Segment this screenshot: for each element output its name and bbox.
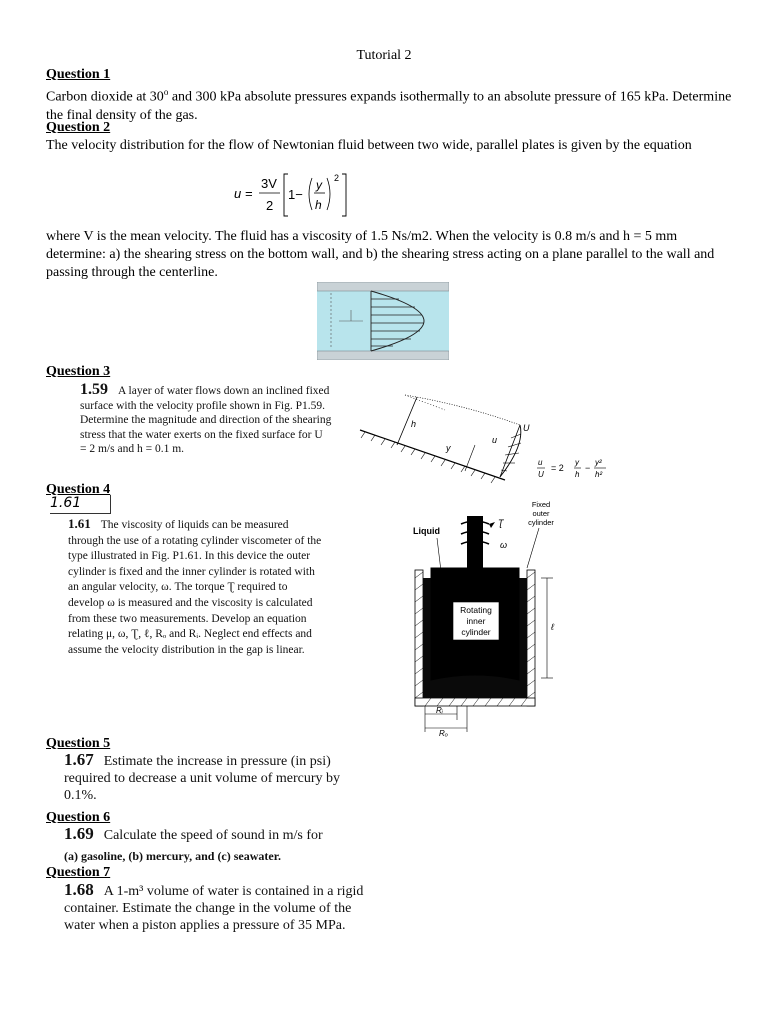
fig-eq-U: U — [538, 470, 544, 479]
eq-y: y — [316, 178, 322, 192]
question-6-text-b: (a) gasoline, (b) mercury, and (c) seawater. — [64, 849, 281, 863]
fig-eq-y: y — [575, 458, 579, 467]
fig-ri-label: Rᵢ — [436, 706, 443, 715]
fig-eq-h2: h² — [595, 470, 603, 479]
question-6-heading: Question 6 — [46, 810, 111, 825]
question-5-heading: Question 5 — [46, 736, 111, 751]
fig-omega-label: ω — [500, 540, 508, 550]
eq-numerator: 3V — [261, 176, 277, 191]
fig-inner-label: inner — [466, 616, 486, 626]
question-6-text — [64, 825, 384, 845]
fig-outer-label: outer — [532, 509, 550, 518]
question-4-text — [68, 516, 326, 658]
fig-ro-label: Rₒ — [439, 729, 448, 738]
eq-one-minus: 1− — [288, 187, 303, 202]
question-1-heading: Question 1 — [46, 67, 111, 82]
question-1-text-b: and 300 kPa absolute pressures expands isothermally to an absolute pressure of 165 kPa. Determine the final density of the gas. — [46, 89, 732, 123]
question-5-body: Estimate the increase in pressure (in psi) required to decrease a unit volume of mercury by 0.1%. — [64, 754, 341, 803]
question-3-heading: Question 3 — [46, 364, 111, 379]
fig-length-label: ℓ — [551, 622, 554, 632]
problem-number: 1.68 — [64, 880, 94, 899]
fig-liquid-label: Liquid — [413, 526, 440, 536]
question-7-heading: Question 7 — [46, 865, 111, 880]
fig-eq-u: u — [538, 458, 543, 467]
question-3-text — [80, 383, 332, 457]
fig-eq-equals-two: = 2 — [551, 463, 564, 473]
eq-lhs: u = — [234, 186, 253, 201]
eq-h: h — [315, 198, 322, 212]
fig-u-label: u — [492, 435, 498, 445]
eq-denominator: 2 — [266, 198, 274, 213]
fig-eq-y2: y² — [595, 458, 602, 467]
problem-number: 1.67 — [64, 750, 94, 769]
velocity-equation — [228, 170, 358, 220]
question-2-intro: The velocity distribution for the flow of Newtonian fluid between two wide, parallel plates is given by the equation — [46, 138, 692, 153]
page-title: Tutorial 2 — [356, 48, 412, 63]
question-3-body: A layer of water flows down an inclined fixed surface with the velocity profile shown in Fig. P1.59. Determine the magnitude and direction of the shearing stress that the water exerts on the fixed surface for U = 2 m/s and h = 0.1 m. — [80, 385, 332, 455]
question-4-body: The viscosity of liquids can be measured through the use of a rotating cylinder viscometer of the type illustrated in Fig. P1.61. In this device the outer cylinder is fixed and the inner cylinder is rotated with an angular velocity, ω. The torque Ʈ required to develop ω is measured and the viscosity is calculated from these two measurements. Develop an equation relating μ, ω, Ʈ, ℓ, Rₒ and Rᵢ. Neglect end effects and assume the velocity distribution in the gap is linear. — [68, 519, 322, 656]
problem-number: 1.61 — [68, 516, 91, 531]
inclined-flow-figure — [355, 385, 635, 500]
question-1-text-a: Carbon dioxide at 30 — [46, 89, 164, 105]
fig-U-label: U — [523, 423, 530, 433]
question-6-body-a: Calculate the speed of sound in m/s for — [103, 828, 323, 843]
fig-fixed-label: Fixed — [531, 500, 551, 509]
degree-sign: o — [163, 87, 169, 97]
fig-eq-minus: − — [585, 463, 591, 473]
problem-number: 1.69 — [64, 824, 94, 843]
question-1-text — [46, 83, 736, 125]
problem-number: 1.59 — [80, 381, 108, 398]
question-5-text — [64, 751, 364, 804]
parallel-plates-figure — [317, 282, 449, 360]
question-7-body: A 1-m³ volume of water is contained in a rigid container. Estimate the change in the volume of the water when a piston applies a pressure of 35 MPa. — [64, 884, 364, 933]
question-2-body: where V is the mean velocity. The fluid has a viscosity of 1.5 Ns/m2. When the velocity is 0.8 m/s and h = 5 mm determine: a) the shearing stress on the bottom wall, and b) the shearing stress acting on a plane parallel to the wall and passing through the centerline. — [46, 229, 715, 280]
fig-h-label: h — [411, 419, 417, 429]
fig-torque-label: Ʈ — [498, 518, 504, 528]
eq-power: 2 — [334, 173, 340, 183]
question-4-heading: Question 4 — [46, 482, 111, 497]
fig-outer-cylinder-label: cylinder — [528, 518, 554, 527]
question-2-heading: Question 2 — [46, 120, 111, 135]
fig-cylinder-label: cylinder — [461, 627, 491, 637]
rotating-cylinder-viscometer-figure — [405, 498, 583, 738]
handwritten-problem-number: 1.61 — [50, 495, 111, 514]
fig-y-label: y — [446, 443, 451, 453]
fig-rotating-label: Rotating — [460, 605, 492, 615]
question-7-text — [64, 881, 384, 934]
fig-eq-h: h — [575, 470, 580, 479]
